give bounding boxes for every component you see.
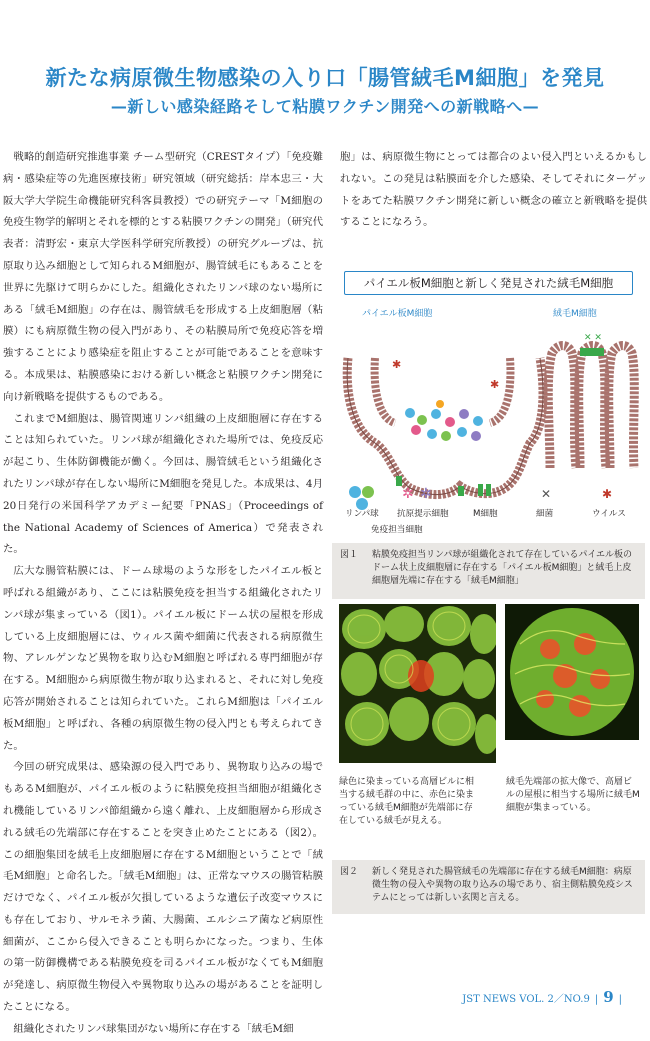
paragraph: 今回の研究成果は、感染源の侵入門であり、異物取り込みの場でもあるM細胞が、パイエル板のように粘膜免疫担当細胞が組織化され機能しているリンパ節組織から遠く離れ、上皮細胞層から形成される絨毛の先端部に存在することを突き止めたことにある（図2）。この細胞集団を絨毛上皮細胞層に存在するM細胞ということで「絨毛M細胞」と命名した。「絨毛M細胞」は、正常なマウスの腸管粘膜だけでなく、パイエル板が欠損しているような遺伝子改変マウスにも存在しており、サルモネラ菌、大腸菌、エルシニア菌など病原性細菌が、ここから侵入できることも明らかになった。つまり、生体の第一防御機構である粘膜免疫を司るパイエル板がなくてもM細胞が発達し、病原微生物侵入や異物取り込みの場があることを証明したことになる。 xyxy=(3,761,323,1014)
legend-m-cell: M細胞 xyxy=(473,509,498,519)
legend-bacteria: 細菌 xyxy=(536,509,554,519)
svg-text:✱: ✱ xyxy=(392,358,402,371)
paragraph: 組織化されたリンパ球集団がない場所に存在する「絨毛M細 xyxy=(13,1022,294,1035)
page-footer xyxy=(462,988,627,1006)
svg-text:✲: ✲ xyxy=(420,486,432,502)
photo-left-caption: 緑色に染まっている高層ビルに相当する絨毛群の中に、赤色に染まっている絨毛M細胞が先端部に存在している絨毛が見える。 xyxy=(339,777,475,826)
villus-tip-micrograph-right xyxy=(505,604,639,740)
footer-divider: | xyxy=(618,994,622,1005)
peyer-m-cell-label: パイエル板M細胞 xyxy=(362,309,433,319)
figure1-caption-text: 粘膜免疫担当リンパ球が組織化されて存在しているパイエル板のドーム状上皮細胞層に存在する「パイエル板M細胞」と絨毛上皮細胞層先端に存在する「絨毛M細胞」 xyxy=(372,550,633,586)
page-subtitle: —新しい感染経路そして粘膜ワクチン開発への新戦略へ— xyxy=(110,97,540,116)
figure1-caption xyxy=(332,543,645,599)
figure2-caption-number: 図２ xyxy=(340,867,359,877)
paragraph: これまでM細胞は、腸管関連リンパ組織の上皮細胞層に存在することは知られていた。リンパ球が組織化された場所では、免疫反応が起こり、生体防御機能が働く。今回は、腸管絨毛という組織化されたリンパ球が存在しない場所にM細胞を発見した。本成果は、4月20日発行の米国科学アカデミー紀要「PNAS」（Proceedings of the National Academy of Sciences of America）で発表された。 xyxy=(3,412,323,556)
journal-issue: JST NEWS VOL. 2／NO.9 xyxy=(462,994,590,1005)
paragraph: 広大な腸管粘膜には、ドーム球場のような形をしたパイエル板と呼ばれる組織があり、ここには粘膜免疫を担当する組織化されたリンパ球が集まっている（図1）。パイエル板にドーム状の屋根を形成している上皮細胞層には、ウィルス菌や細菌に代表される病原微生物、アレルゲンなど異物を取り込むM細胞と呼ばれる専門細胞が存在する。M細胞から病原微生物が取り込まれると、それに対し免疫応答が開始されることは知られていた。これらM細胞は「パイエル板M細胞」と呼ばれ、各種の病原微生物の侵入門とも考えられてきた。 xyxy=(3,565,323,752)
legend-lymphocyte: リンパ球 xyxy=(345,509,379,519)
figure1-diagram xyxy=(340,318,640,528)
figure1-caption-number: 図１ xyxy=(340,550,359,560)
svg-text:✱: ✱ xyxy=(490,378,500,391)
article-body-right xyxy=(340,147,647,234)
immune-cell-cluster xyxy=(405,400,483,441)
page-title: 新たな病原微生物感染の入り口「腸管絨毛M細胞」を発見 xyxy=(45,66,605,90)
photo-right-caption: 絨毛先端部の拡大像で、高層ビルの屋根に相当する場所に絨毛M細胞が集まっている。 xyxy=(506,777,640,813)
svg-text:✕ ✕: ✕ ✕ xyxy=(584,333,602,343)
legend-virus: ウイルス xyxy=(592,509,626,519)
legend-immune-cells: 免疫担当細胞 xyxy=(371,525,423,535)
figure1-title-box xyxy=(344,271,633,295)
svg-text:✲: ✲ xyxy=(402,486,414,502)
peyer-patch-illustration xyxy=(347,358,543,496)
svg-text:✱: ✱ xyxy=(602,487,613,501)
footer-divider: | xyxy=(594,994,599,1005)
villus-m-cell-label: 絨毛M細胞 xyxy=(553,309,597,319)
page-number: 9 xyxy=(603,988,614,1006)
villi-illustration xyxy=(548,333,634,468)
figure1-title: パイエル板M細胞と新しく発見された絨毛M細胞 xyxy=(363,276,614,290)
figure2-caption-text: 新しく発見された腸管絨毛の先端部に存在する絨毛M細胞：病原微生物の侵入や異物の取り込みの場であり、宿主側粘膜免疫システムにとっては新しい玄関と言える。 xyxy=(372,867,633,903)
paragraph: 胞」は、病原微生物にとっては都合のよい侵入門といえるかもしれない。この発見は粘膜面を介した感染、そしてそれにターゲットをあてた粘膜ワクチン開発に新しい概念の確立と新戦略を提供することになろう。 xyxy=(340,151,647,229)
article-body-left xyxy=(3,147,323,1041)
figure2-caption xyxy=(332,860,645,914)
legend-apc: 抗原提示細胞 xyxy=(397,509,449,519)
svg-text:✕: ✕ xyxy=(541,487,552,501)
villi-micrograph-left xyxy=(339,604,496,763)
paragraph: 戦略的創造研究推進事業 チーム型研究（CRESTタイプ）「免疫難病・感染症等の先進医療技術」研究領域（研究総括：岸本忠三・大阪大学大学院生命機能研究科客員教授）での研究テーマ「M細胞の免疫生物学的解明とそれを標的とする粘膜ワクチンの開発」（研究代表者：清野宏・東京大学医科学研究所教授）の研究グループは、抗原取り込み細胞として知られるM細胞が、腸管絨毛にもあることを世界に先駆けて明らかにした。組織化されたリンパ球のない場所にある「絨毛M細胞」の存在は、腸管絨毛を形成する上皮細胞層（粘膜）にも病原微生物の侵入門があり、その粘膜局所で免疫応答を増強することにより感染症を阻止することが可能であることを意味する。本成果は、粘膜感染における新しい概念と粘膜ワクチン開発に向け新戦略を提供するものである。 xyxy=(3,151,323,403)
